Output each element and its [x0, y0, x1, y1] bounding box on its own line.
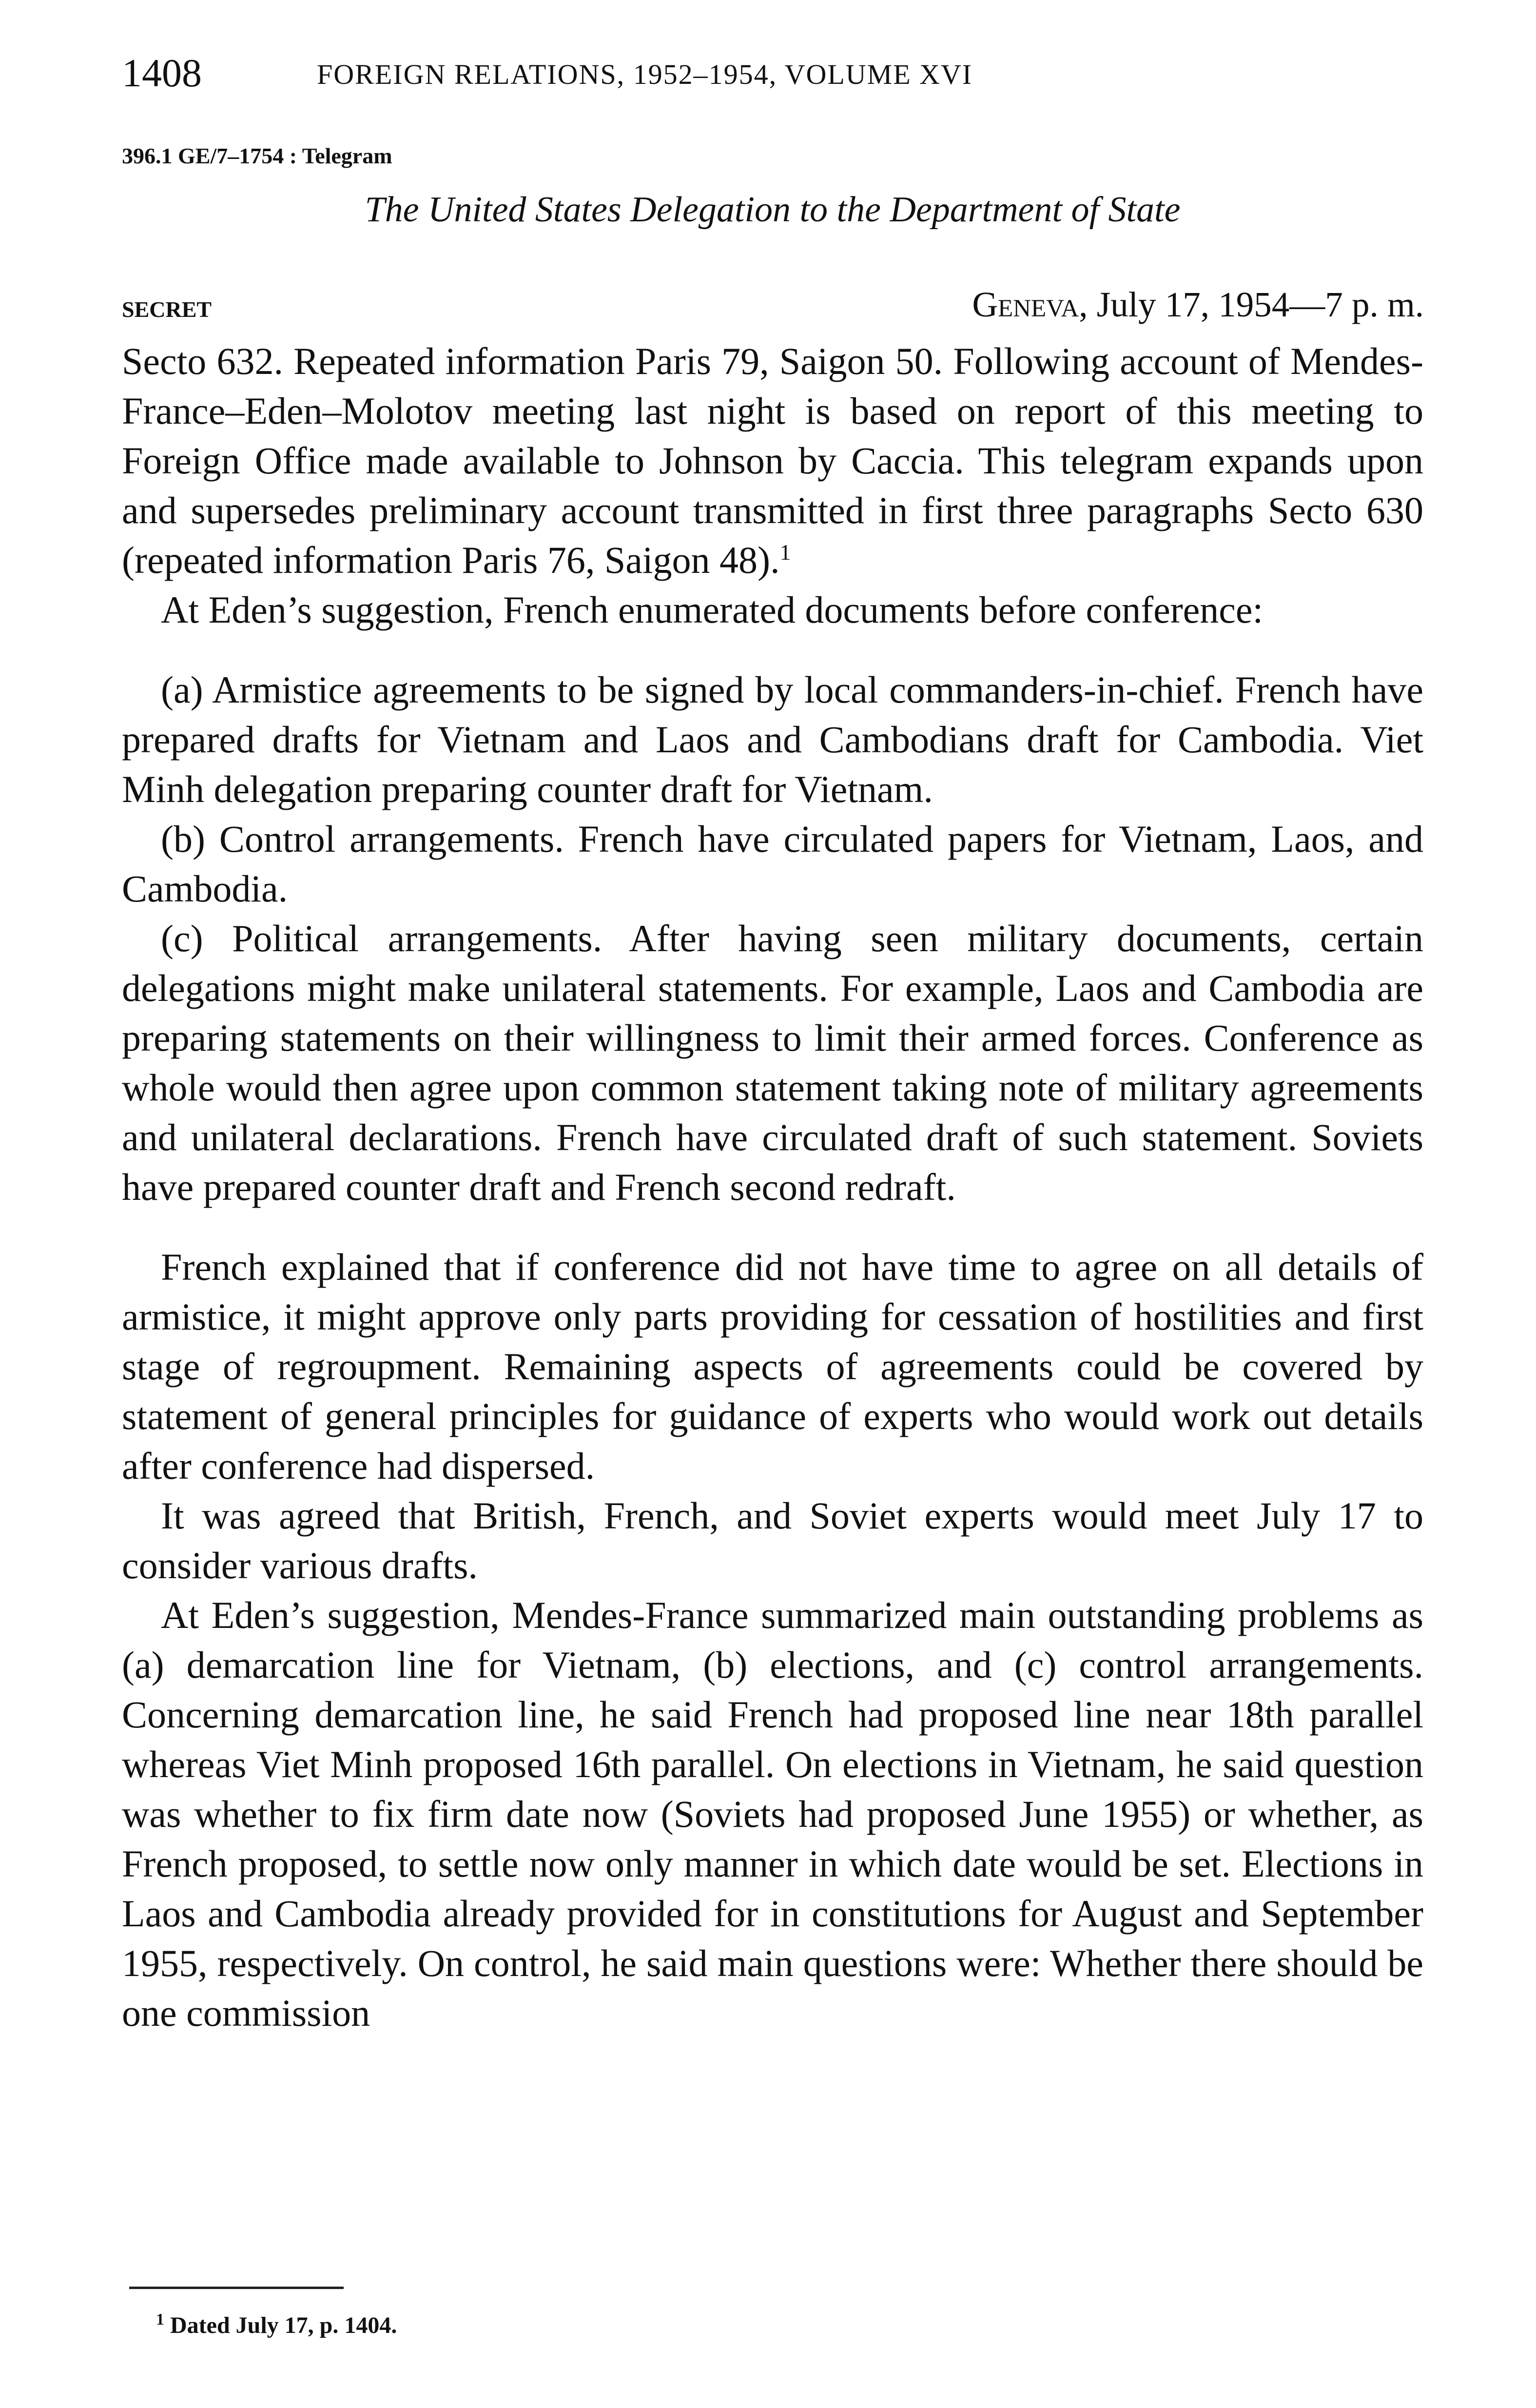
paragraph-secto-632 [122, 336, 1423, 585]
page-number: 1408 [122, 51, 202, 95]
paragraph-item-b [122, 814, 1423, 914]
footnote-reference: 1 [779, 540, 791, 565]
paragraph-text: (a) Armistice agreements to be signed by local commanders-in-chief. French have prepared drafts for Vietnam and Laos and Cambodians draft for Cambodia. Viet Minh delegation preparing counter draft for Vietnam. [122, 668, 1423, 810]
dateline-date: , July 17, 1954—7 p. m. [1079, 285, 1424, 324]
paragraph-outstanding-problems [122, 1590, 1423, 2038]
paragraph-french-explanation [122, 1242, 1423, 1491]
dateline-place: Geneva [972, 285, 1079, 324]
footnote-divider [129, 2287, 344, 2289]
paragraph-text: At Eden’s suggestion, Mendes-France summarized main outstanding problems as (a) demarcation line for Vietnam, (b) elections, and (c) control arrangements. Concerning demarcation line, he said French had proposed line near 18th parallel whereas Viet Minh proposed 16th parallel. On elections in Vietnam, he said question was whether to fix firm date now (Soviets had proposed June 1955) or whether, as French proposed, to settle now only manner in which date would be set. Elections in Laos and Cambodia already provided for in constitutions for August and September 1955, respectively. On control, he said main questions were: Whether there should be one commission [122, 1594, 1423, 2034]
paragraph-text: Secto 632. Repeated information Paris 79, Saigon 50. Following account of Mendes-France–Eden–Molotov meeting last night is based on report of this meeting to Foreign Office made available to Johnson by Caccia. This telegram expands upon and supersedes preliminary account transmitted in first three paragraphs Secto 630 (repeated information Paris 76, Saigon 48). [122, 340, 1423, 581]
paragraph-text: It was agreed that British, French, and Soviet experts would meet July 17 to consider various drafts. [122, 1494, 1423, 1586]
paragraph-text: French explained that if conference did not have time to agree on all details of armistice, it might approve only parts providing for cessation of hostilities and first stage of regroupment. Remaining aspects of agreements could be covered by statement of general principles for guidance of experts who would work out details after conference had dispersed. [122, 1246, 1423, 1487]
paragraph-text: (b) Control arrangements. French have circulated papers for Vietnam, Laos, and Cambodia. [122, 818, 1423, 910]
paragraph-text: (c) Political arrangements. After having seen military documents, certain delegations might make unilateral statements. For example, Laos and Cambodia are preparing statements on their willingness to limit their armed forces. Conference as whole would then agree upon common statement taking note of military agreements and unilateral declarations. French have circulated draft of such statement. Soviets have prepared counter draft and French second redraft. [122, 917, 1423, 1208]
file-reference: 396.1 GE/7–1754 : Telegram [122, 143, 392, 168]
paragraph-item-c [122, 914, 1423, 1212]
telegram-body [122, 336, 1423, 2038]
classification-marking: SECRET [122, 297, 212, 322]
paragraph-text: At Eden’s suggestion, French enumerated documents before conference: [161, 588, 1264, 631]
dateline [972, 278, 1424, 332]
page-header [122, 46, 1423, 105]
paragraph-documents-intro [122, 585, 1423, 635]
running-head: FOREIGN RELATIONS, 1952–1954, VOLUME XVI [317, 59, 973, 90]
paragraph-experts-meeting [122, 1491, 1423, 1590]
paragraph-item-a [122, 665, 1423, 814]
footnote-text: Dated July 17, p. 1404. [170, 2312, 397, 2338]
footnote-marker: 1 [156, 2310, 164, 2329]
document-title: The United States Delegation to the Department of State [365, 190, 1181, 230]
footnote [156, 2306, 397, 2345]
